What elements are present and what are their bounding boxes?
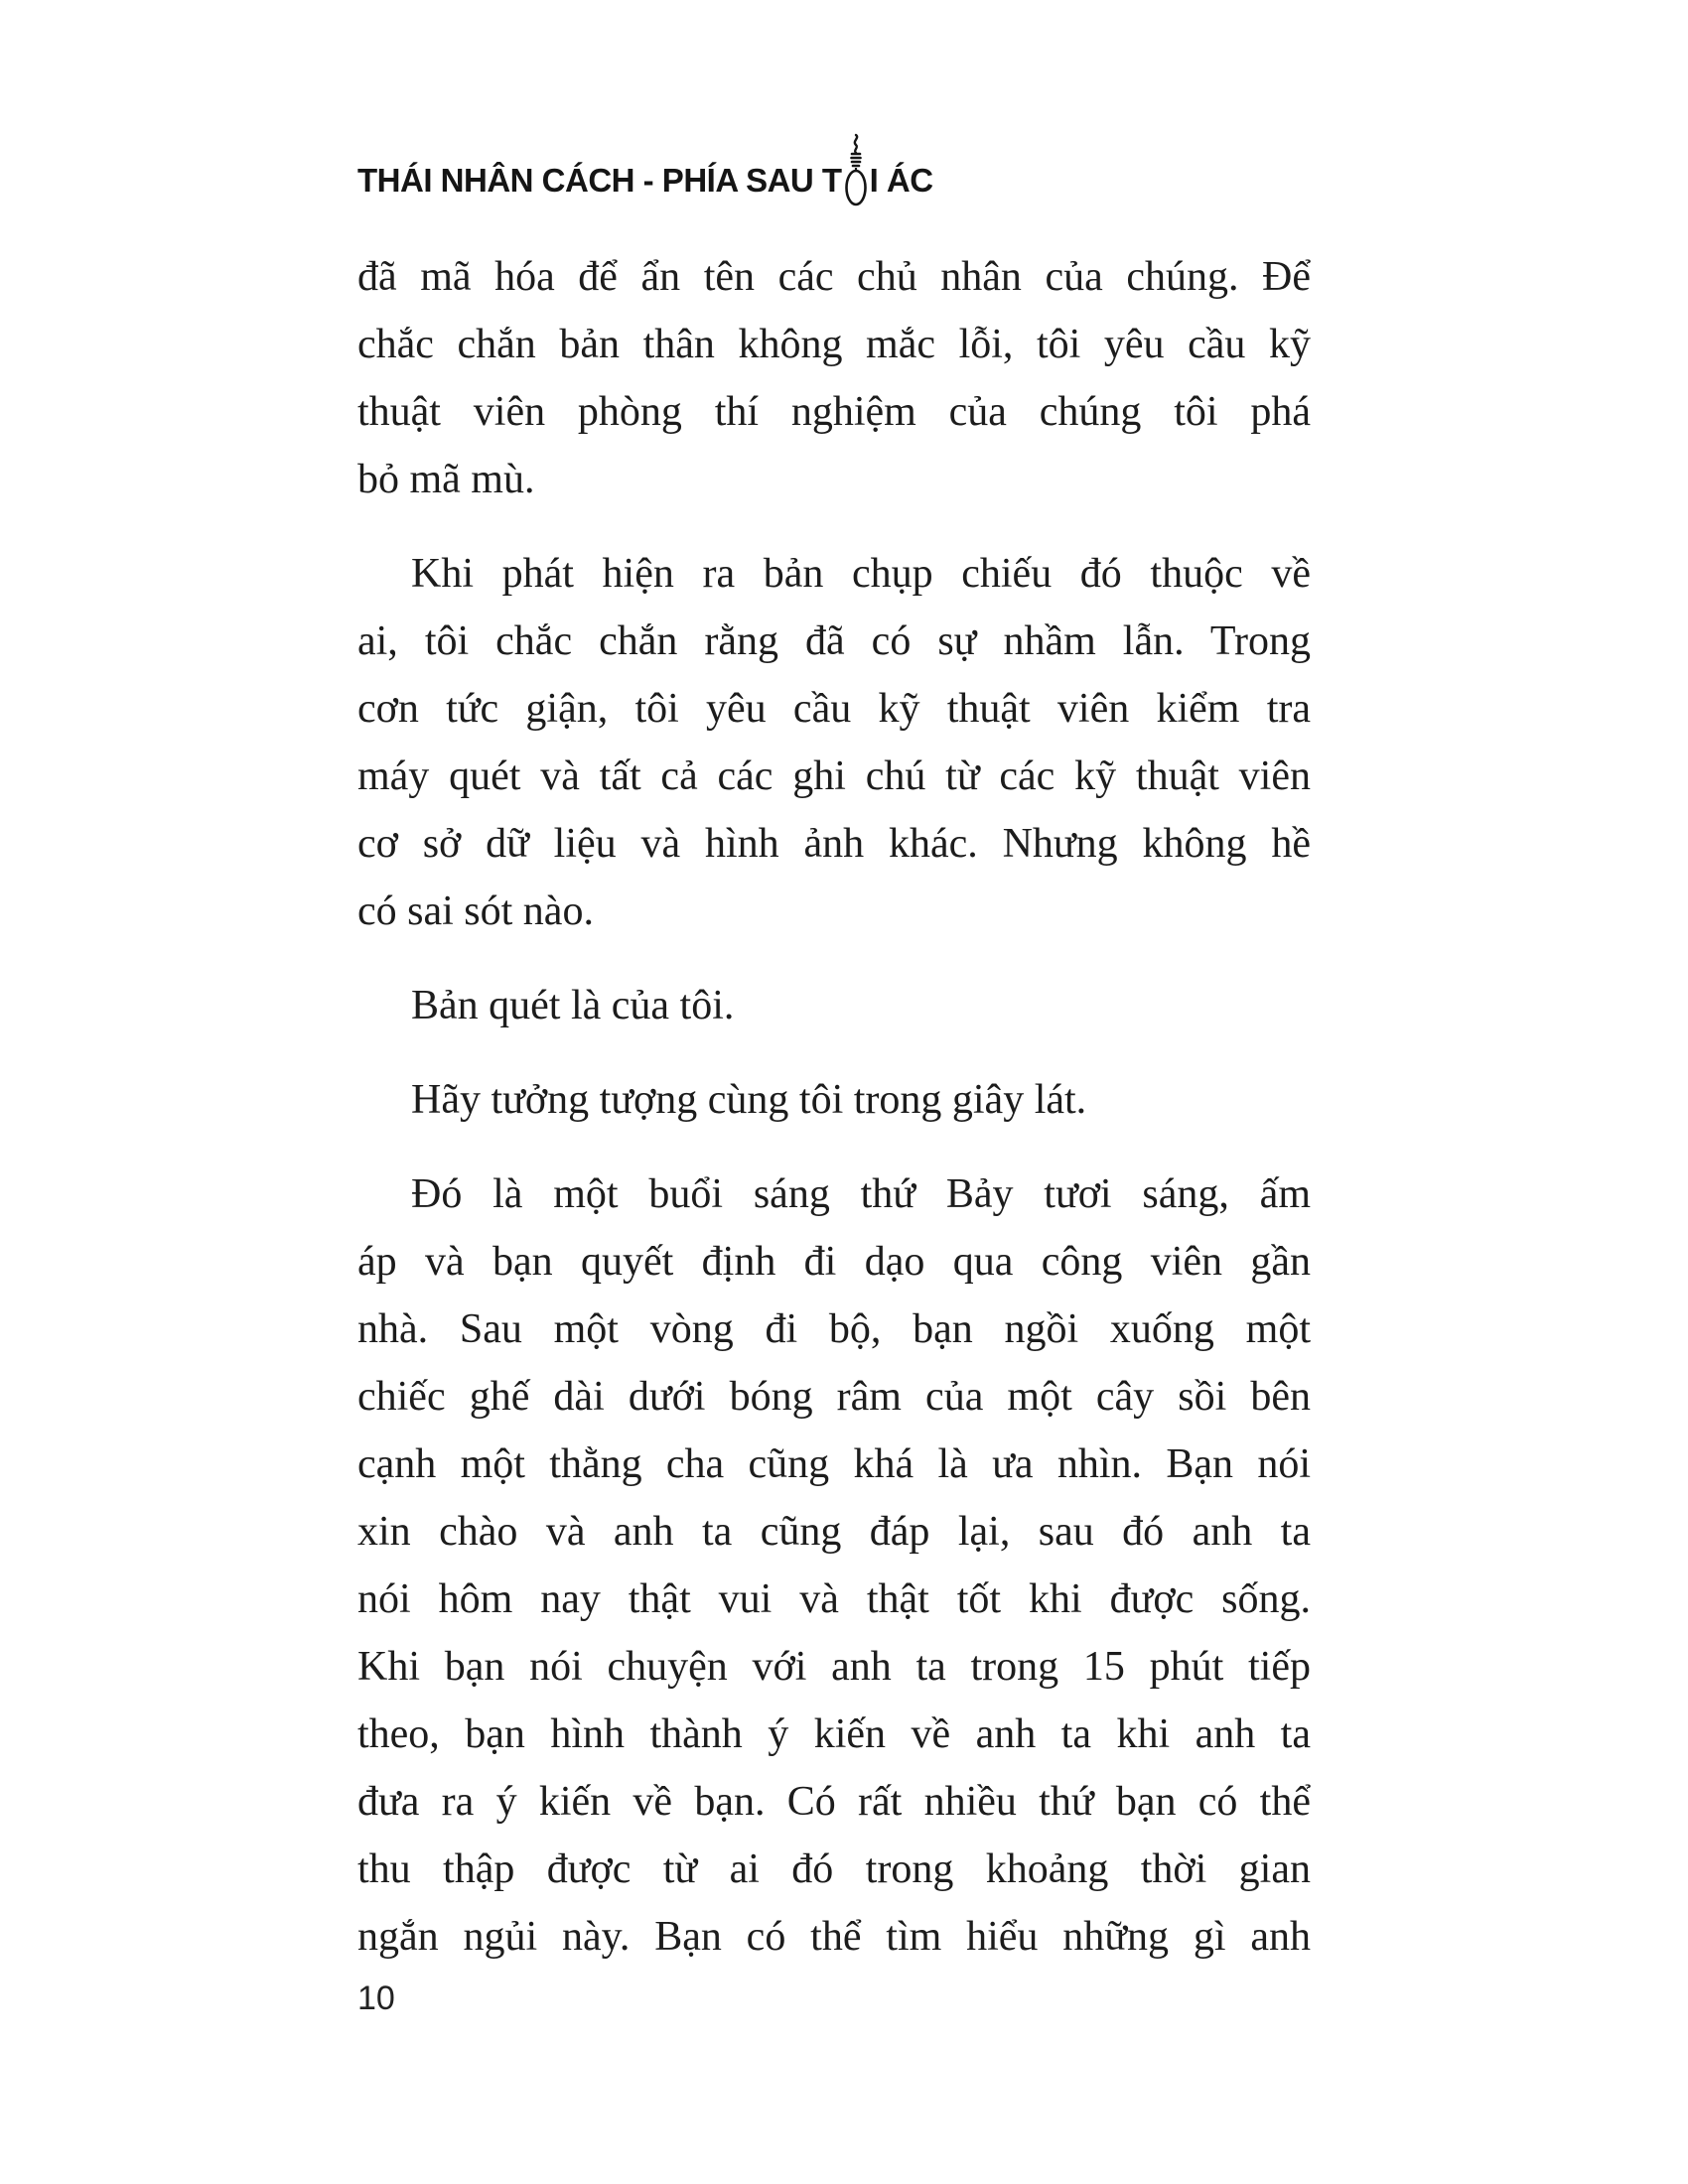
text-line: Hãy tưởng tượng cùng tôi trong giây lát.: [411, 1077, 1087, 1123]
text-line: đã mã hóa để ẩn tên các chủ nhân của chúng. Để: [357, 254, 1311, 300]
text-line: theo, bạn hình thành ý kiến về anh ta khi anh ta: [357, 1711, 1311, 1757]
page-number: 10: [357, 1979, 395, 2017]
text-line: cơn tức giận, tôi yêu cầu kỹ thuật viên kiểm tra: [357, 686, 1311, 732]
text-line: thu thập được từ ai đó trong khoảng thời gian: [357, 1846, 1311, 1892]
text-line: Khi phát hiện ra bản chụp chiếu đó thuộc về: [411, 551, 1311, 597]
body-text: [357, 243, 1311, 1971]
text-line: Đó là một buổi sáng thứ Bảy tươi sáng, ấm: [411, 1171, 1311, 1217]
text-line: máy quét và tất cả các ghi chú từ các kỹ thuật viên: [357, 753, 1311, 799]
paragraph: [357, 243, 1311, 513]
noose-icon: [843, 133, 869, 208]
text-line: cạnh một thằng cha cũng khá là ưa nhìn. Bạn nói: [357, 1441, 1311, 1487]
paragraph: [357, 1160, 1311, 1971]
text-line: đưa ra ý kiến về bạn. Có rất nhiều thứ bạn có thể: [357, 1779, 1311, 1825]
text-line: thuật viên phòng thí nghiệm của chúng tôi phá: [357, 389, 1311, 435]
running-title-part1: THÁI NHÂN CÁCH - PHÍA SAU T: [357, 162, 842, 199]
text-line: ai, tôi chắc chắn rằng đã có sự nhầm lẫn. Trong: [357, 618, 1311, 664]
text-line: nhà. Sau một vòng đi bộ, bạn ngồi xuống một: [357, 1306, 1311, 1352]
text-line: cơ sở dữ liệu và hình ảnh khác. Nhưng không hề: [357, 821, 1311, 867]
text-line: xin chào và anh ta cũng đáp lại, sau đó anh ta: [357, 1509, 1311, 1555]
paragraph: [357, 972, 1311, 1039]
text-line: bỏ mã mù.: [357, 457, 535, 502]
text-line: chiếc ghế dài dưới bóng râm của một cây sồi bên: [357, 1374, 1311, 1420]
text-line: Khi bạn nói chuyện với anh ta trong 15 phút tiếp: [357, 1644, 1311, 1690]
text-line: chắc chắn bản thân không mắc lỗi, tôi yêu cầu kỹ: [357, 322, 1311, 367]
text-line: có sai sót nào.: [357, 888, 594, 934]
text-line: nói hôm nay thật vui và thật tốt khi được sống.: [357, 1576, 1311, 1622]
running-header: [357, 133, 933, 200]
paragraph: [357, 540, 1311, 945]
text-line: Bản quét là của tôi.: [411, 983, 735, 1028]
text-line: ngắn ngủi này. Bạn có thể tìm hiểu những gì anh: [357, 1914, 1311, 1960]
text-line: áp và bạn quyết định đi dạo qua công viên gần: [357, 1239, 1311, 1285]
paragraph: [357, 1066, 1311, 1134]
running-title-part2: I ÁC: [869, 162, 933, 199]
